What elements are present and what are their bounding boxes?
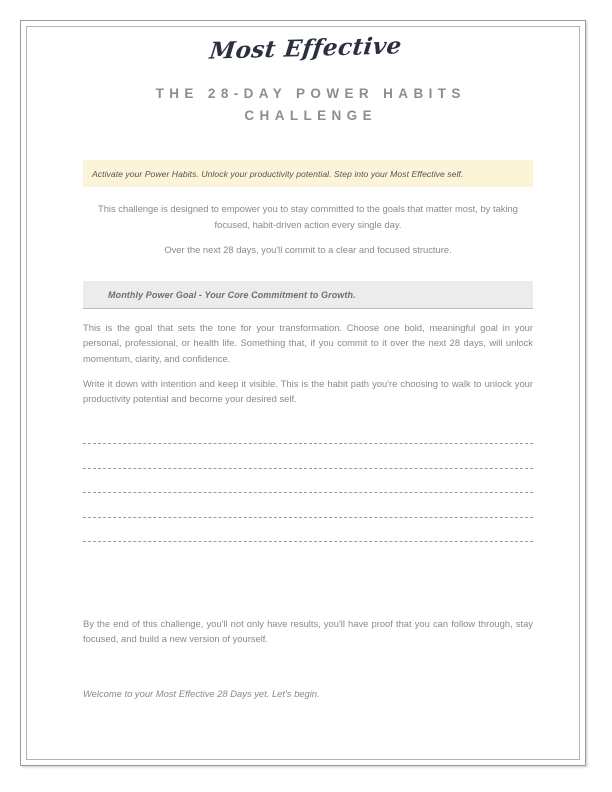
writing-line[interactable] [83, 443, 533, 468]
closing-paragraph: By the end of this challenge, you'll not only have results, you'll have proof that you can follow through, stay focused, and build a new version of yourself. [83, 618, 533, 645]
writing-line[interactable] [83, 492, 533, 517]
intro-paragraph-2: Over the next 28 days, you'll commit to a clear and focused structure. [164, 244, 452, 255]
writing-line[interactable] [83, 517, 533, 542]
page-title-line-1: THE 28-DAY POWER HABITS [155, 86, 466, 101]
writing-line[interactable] [83, 468, 533, 493]
section-header-text: Monthly Power Goal - Your Core Commitment to Growth. [108, 289, 356, 300]
page-title [83, 83, 533, 127]
closing-signoff: Welcome to your Most Effective 28 Days yet. Let's begin. [83, 688, 320, 699]
tagline-banner [83, 160, 533, 187]
intro-paragraph-1: This challenge is designed to empower you to stay committed to the goals that matter most, by taking focused, habit-driven action every single day. [97, 203, 518, 230]
brand-logo [0, 34, 612, 64]
section-header-bar [83, 281, 533, 309]
section-paragraph-1: This is the goal that sets the tone for your transformation. Choose one bold, meaningful goal in your personal, professional, or health life. Something that, if you commit to it over the next 28 days, will unlock momentum, clarity, and confidence. [83, 322, 533, 364]
page-title-line-2: CHALLENGE [244, 108, 377, 123]
writing-lines-area[interactable] [83, 443, 533, 566]
writing-line[interactable] [83, 541, 533, 566]
brand-logo-text: Most Effective [208, 32, 404, 65]
section-paragraph-2: Write it down with intention and keep it visible. This is the habit path you're choosing to walk to unlock your productivity potential and become your desired self. [83, 378, 533, 405]
tagline-banner-text: Activate your Power Habits. Unlock your productivity potential. Step into your Most Effective self. [92, 168, 464, 179]
